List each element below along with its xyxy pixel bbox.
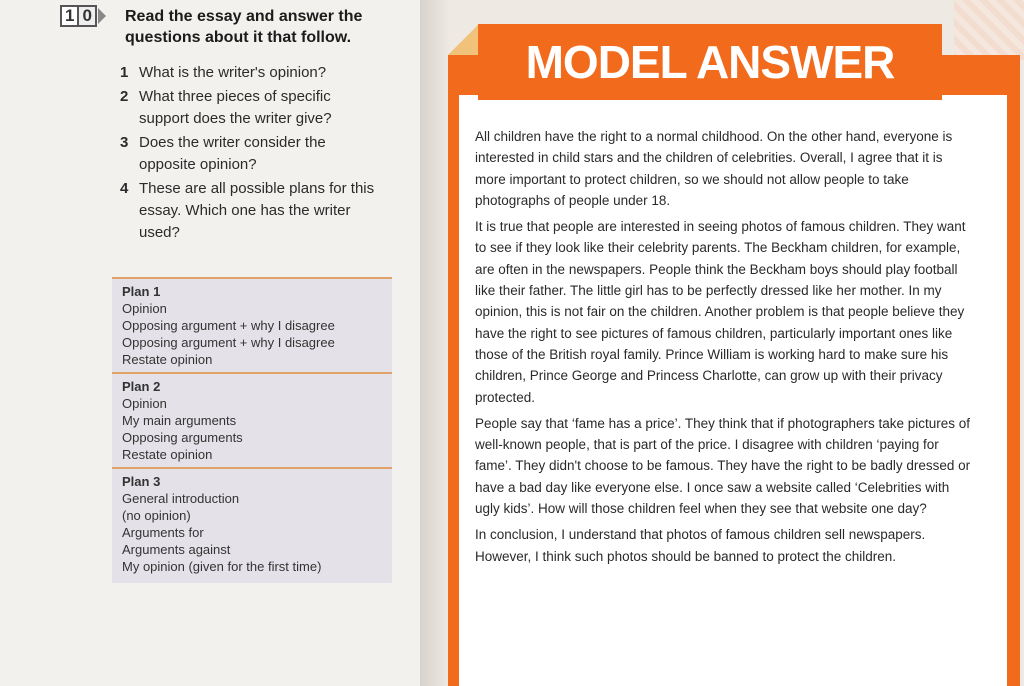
page-gutter [420,0,450,686]
plan-line: My opinion (given for the first time) [122,559,322,574]
model-answer-header [478,24,942,100]
plan-title: Plan 3 [122,474,161,489]
plan-1 [112,277,392,372]
plan-line: Opinion [122,301,167,316]
essay-paragraph: It is true that people are interested in seeing photos of famous children. They want to see if they look like their celebrity parents. The Beckham children, for example, are often in the newspapers. People think the Beckham boys should play football like their father. The little girl has to be perfectly dressed like her mother. In my opinion, this is not fair on the children. Another problem is that people believe they have the right to see pictures of famous children, particularly important ones like those of the British royal family. Prince William is working hard to make sure his children, Prince George and Princess Charlotte, can grow up with their privacy protected. [475,219,966,405]
plan-line: (no opinion) [122,508,191,523]
plan-line: Restate opinion [122,447,213,462]
left-page [0,0,420,686]
page-fold-decoration [448,25,478,55]
plan-3 [112,467,392,583]
exercise-number-digit-2: 0 [79,5,96,27]
question-item [120,62,380,84]
question-item [120,132,380,176]
exercise-number [60,5,106,27]
plan-line: Opinion [122,396,167,411]
question-text: Does the writer consider the opposite opinion? [139,134,326,173]
question-list [120,62,380,246]
plan-line: Opposing argument + why I disagree [122,318,335,333]
plan-2 [112,372,392,467]
plan-line: Arguments for [122,525,204,540]
question-item [120,86,380,130]
plan-title: Plan 1 [122,284,161,299]
essay-paragraph: All children have the right to a normal childhood. On the other hand, everyone is interested in child stars and the children of celebrities. Overall, I agree that it is more important to protect children, so we should not allow people to take photographs of people under 18. [475,129,953,208]
question-number: 1 [120,64,129,81]
plan-line: Opposing arguments [122,430,243,445]
exercise-number-digit-1: 1 [60,5,79,27]
exercise-instruction: Read the essay and answer the questions about it that follow. [125,8,363,46]
corner-decoration [954,0,1024,60]
plan-line: Opposing argument + why I disagree [122,335,335,350]
model-answer-title: MODEL ANSWER [525,36,895,88]
question-text: What three pieces of specific support does the writer give? [139,88,332,127]
question-item [120,178,380,244]
essay-paragraph: People say that ‘fame has a price’. They think that if photographers take pictures of well-known people, that is part of the price. I disagree with children ‘paying for fame’. They didn't choose to be famous. They have the right to be badly dressed or have a bad day like everyone else. I once saw a website called ‘Celebrities with ugly kids’. How will those children feel when they see that website one day? [475,415,971,517]
question-number: 3 [120,134,129,151]
question-number: 4 [120,180,129,197]
arrow-right-icon [98,8,106,24]
essay-paragraph: In conclusion, I understand that photos of famous children sell newspapers. However, I think such photos should be banned to protect the children. [475,527,926,564]
essay-text [475,126,975,572]
plan-line: Arguments against [122,542,231,557]
question-text: What is the writer's opinion? [139,64,327,81]
plan-line: Restate opinion [122,352,213,367]
plan-line: My main arguments [122,413,237,428]
question-number: 2 [120,88,129,105]
plan-title: Plan 2 [122,379,161,394]
plans-box [112,277,392,583]
question-text: These are all possible plans for this essay. Which one has the writer used? [139,180,375,241]
plan-line: General introduction [122,491,240,506]
